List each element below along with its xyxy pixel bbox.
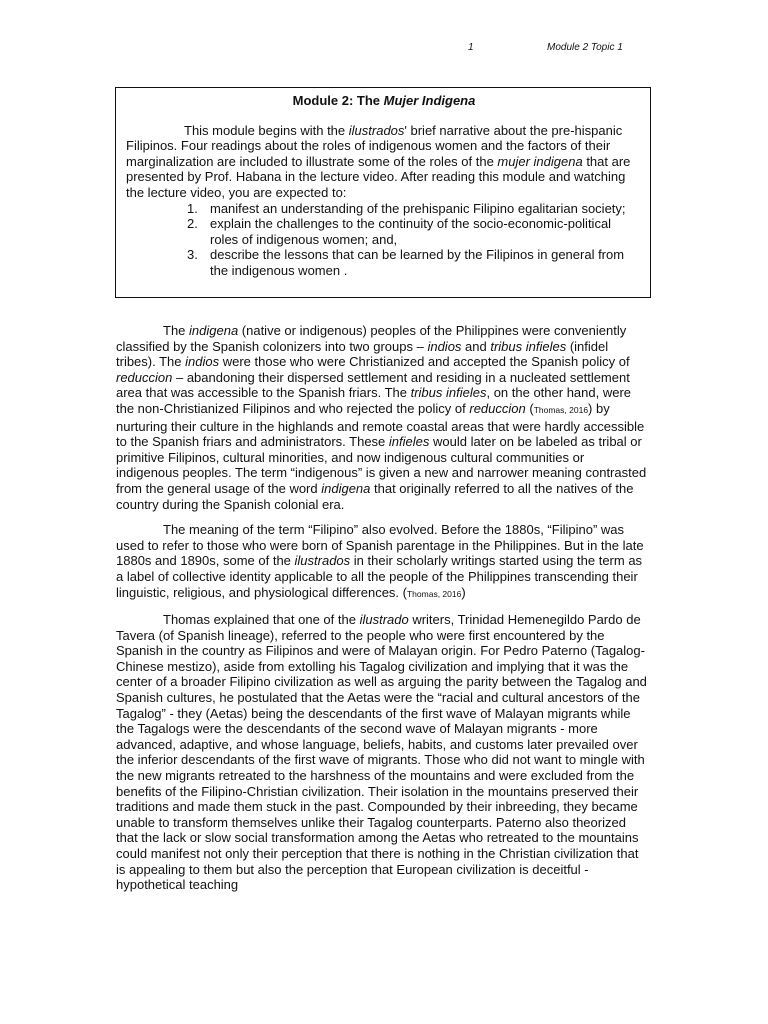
paragraph-thomas: Thomas explained that one of the ilustrado writers, Trinidad Hemenegildo Pardo de Tavera (of Spanish lineage), referred to the people who were first encountered by the Spanish in the country as Filipinos and were of Malayan origin. For Pedro Paterno (Tagalog-Chinese mestizo), aside from extolling his Tagalog civilization and implying that it was the center of a broader Filipino civilization as well as arguing the parity between the Tagalog and Spanish cultures, he postulated that the Aetas were the “racial and cultural ancestors of the Tagalog” - they (Aetas) being the descendants of the first wave of Malayan migrants while the Tagalogs were the descendants of the second wave of Malayan migrants - more advanced, adaptive, and whose language, beliefs, habits, and customs later prevailed over the inferior descendants of the first wave of migrants. Those who did not want to mingle with the new migrants retreated to the harshness of the mountains and were excluded from the benefits of the Filipino-Christian civilization. Their isolation in the mountains preserved their traditions and made them stuck in the past. Compounded by their inbreeding, they became unable to transform themselves unlike their Tagalog counterparts. Paterno also theorized that the lack or slow social transformation among the Aetas who retreated to the mountains could manifest not only their perception that there is nothing in the Christian civilization that is appealing to them but also the perception that European civilization is deceitful - hypothetical teaching (116, 612, 647, 893)
citation: Thomas, 2016 (406, 588, 462, 599)
citation: Thomas, 2016 (533, 404, 589, 415)
objective-item: 2. explain the challenges to the continuity of the socio-economic-political roles of indigenous women; and, (187, 216, 612, 247)
module-topic-label: Module 2 Topic 1 (547, 42, 623, 53)
objective-item: 3. describe the lessons that can be learned by the Filipinos in general from the indigenous women . (187, 247, 625, 278)
module-overview-box (115, 87, 651, 298)
objectives-list (126, 201, 642, 279)
page-number: 1 (468, 42, 474, 53)
module-title: Module 2: The Mujer Indigena (292, 93, 476, 108)
paragraph-filipino-term: The meaning of the term “Filipino” also evolved. Before the 1880s, “Filipino” was used to refer to those who were born of Spanish parentage in the Philippines. But in the late 1880s and 1890s, some of the ilustrados in their scholarly writings started using the term as a label of collective identity applicable to all the people of the Philippines transcending their linguistic, religious, and physiological differences. (Thomas, 2016) (116, 522, 644, 600)
page-header (0, 42, 768, 58)
objective-item: 1. manifest an understanding of the prehispanic Filipino egalitarian society; (187, 200, 626, 216)
module-intro: This module begins with the ilustrados' brief narrative about the pre-hispanic Filipinos. Four readings about the roles of indigenous women and the factors of their marginalization are included to illustrate some of the roles of the mujer indigena that are presented by Prof. Habana in the lecture video. After reading this module and watching the lecture video, you are expected to: (126, 122, 631, 200)
paragraph-indigena: The indigena (native or indigenous) peoples of the Philippines were conveniently classified by the Spanish colonizers into two groups – indios and tribus infieles (infidel tribes). The indios were those who were Christianized and accepted the Spanish policy of reduccion – abandoning their dispersed settlement and residing in a nucleated settlement area that was accessible to the Spanish friars. The tribus infieles, on the other hand, were the non-Christianized Filipinos and who rejected the policy of reduccion (Thomas, 2016) by nurturing their culture in the highlands and remote coastal areas that were hardly accessible to the Spanish friars and administrators. These infieles would later on be labeled as tribal or primitive Filipinos, cultural minorities, and now indigenous cultural communities or indigenous peoples. The term “indigenous” is given a new and narrower meaning contrasted from the general usage of the word indigena that originally referred to all the natives of the country during the Spanish colonial era. (116, 323, 647, 512)
body-text (116, 323, 650, 903)
